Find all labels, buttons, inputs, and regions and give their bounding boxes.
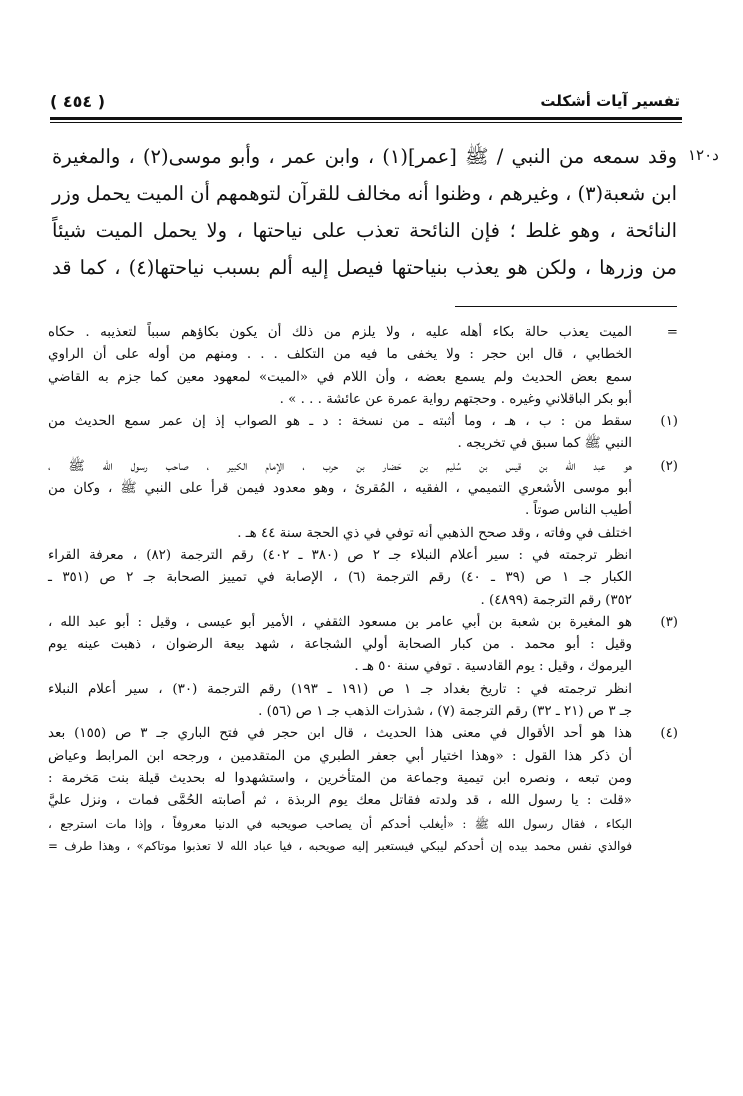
main-text-line: النائحة ، وهو غلط ؛ فإن النائحة تعذب على نياحتها ، ولا يحمل الميت شيئاً [52, 219, 677, 242]
running-header [50, 88, 680, 114]
footnote-line: اليرموك ، وقيل : يوم القادسية . توفي سنة ٥٠ هـ . [354, 659, 632, 675]
footnote-line: اختلف في وفاته ، وقد صحح الذهبي أنه توفي في ذي الحجة سنة ٤٤ هـ . [237, 525, 632, 541]
footnote-marker: (٢) [660, 458, 678, 474]
main-text-line: من وزرها ، ولكن هو يعذب بنياحتها فيصل إليه ألم بسبب نياحتها(٤) ، كما قد [52, 256, 677, 279]
footnote-line: البكاء ، فقال رسول الله ﷺ : «أيغلب أحدكم أن يصاحب صويحبه في الدنيا معروفاً ، وإذا مات استرجع ، [48, 816, 632, 831]
footnote-marker: (٤) [660, 726, 678, 742]
footnote-line: انظر ترجمته في : سير أعلام النبلاء جـ ٢ ص (٣٨٠ ـ ٤٠٢) رقم الترجمة (٨٢) ، معرفة القراء [48, 547, 632, 563]
footnote-marker: (٣) [660, 614, 678, 630]
footnote-separator [455, 306, 677, 307]
footnote-line: «قلت : يا رسول الله ، قد ولدته فقاتل معك يوم الربذة ، ثم أصابته الحُمَّى فمات ، ونزل عليَّ [48, 793, 632, 809]
footnote-line: جـ ٣ ص (٢١ ـ ٣٢) رقم الترجمة (٧) ، شذرات الذهب جـ ١ ص (٥٦) . [258, 704, 632, 720]
footnote-line: وقيل : أبو محمد . من كبار الصحابة أولي الشجاعة ، شهد بيعة الرضوان ، ذهبت عينه يوم [48, 637, 632, 653]
manuscript-margin-note: د١٢٠ [688, 146, 719, 164]
main-text-line: وقد سمعه من النبي / ﷺ [عمر](١) ، وابن عمر ، وأبو موسى(٢) ، والمغيرة [52, 145, 677, 168]
footnote-line: النبي ﷺ كما سبق في تخريجه . [457, 436, 632, 452]
footnote-line: هو عبد الله بن قيس بن سُليم بن حَضار بن حرب ، الإمام الكبير ، صاحب رسول الله ﷺ ، [48, 458, 632, 474]
footnote-line: أطيب الناس صوتاً . [525, 503, 632, 519]
header-rule-thick [50, 117, 682, 120]
footnote-line: أبو موسى الأشعري التميمي ، الفقيه ، المُقرئ ، وهو معدود فيمن قرأ على النبي ﷺ ، وكان من [48, 481, 632, 497]
main-text-line: ابن شعبة(٣) ، وغيرهم ، وظنوا أنه مخالف للقرآن لتوهمهم أن الميت يحمل وزر [52, 182, 677, 205]
footnote-line: أن ذكر هذا القول : «وهذا اختيار أبي جعفر الطبري من المتقدمين ، ورجحه ابن المرابط وعياض [48, 748, 632, 764]
footnote-line: سمع بعض الحديث ولم يسمع بعضه ، وأن اللام في «الميت» لمعهود معين كما جزم به القاضي [48, 369, 632, 385]
footnote-line: ٣٥٢) رقم الترجمة (٤٨٩٩) . [480, 592, 632, 608]
footnote-line: سقط من : ب ، هـ ، وما أثبته ـ من نسخة : د ـ هو الصواب إذ إن عمر سمع الحديث من [48, 414, 632, 430]
footnote-line: هو المغيرة بن شعبة بن أبي عامر بن مسعود الثقفي ، الأمير أبو عيسى ، وقيل : أبو عبد الله ، [48, 614, 632, 630]
footnote-2 [48, 456, 678, 612]
page-number: ( ٤٥٤ ) [50, 91, 106, 111]
book-title: تفسير آيات أشكلت [540, 92, 680, 110]
footnote-line: أبو بكر الباقلاني وغيره . وحجتهم رواية عمرة عن عائشة . . . » . [279, 391, 632, 407]
footnote-line: الميت يعذب حالة بكاء أهله عليه ، ولا يلزم من ذلك أن يكون بكاؤهم سبباً لتعذيبه . حكاه [48, 325, 632, 340]
footnote-continuation [48, 322, 678, 411]
main-text [52, 138, 677, 286]
header-rule-thin [50, 122, 682, 123]
footnote-3 [48, 612, 678, 723]
footnote-line: فوالذي نفس محمد بيده إن أحدكم ليبكي فيستعبر إليه صويحبه ، فيا عباد الله لا تعذبوا موتاكم» ، وهذا طرف = [48, 838, 632, 853]
footnote-line: انظر ترجمته في : تاريخ بغداد جـ ١ ص (١٩١ ـ ١٩٣) رقم الترجمة (٣٠) ، سير أعلام النبلاء [48, 681, 632, 697]
footnote-marker: = [666, 325, 678, 340]
footnote-line: الخطابي ، قال ابن حجر : ولا يخفى ما فيه من التكلف . . . ومنهم من أوله على أن الراوي [48, 347, 632, 363]
footnote-line: الكبار جـ ١ ص (٣٩ ـ ٤٠) رقم الترجمة (٦) ، الإصابة في تمييز الصحابة جـ ٢ ص (٣٥١ ـ [48, 570, 632, 586]
footnote-marker: (١) [660, 414, 678, 430]
footnote-line: هذا هو أحد الأقوال في معنى هذا الحديث ، قال ابن حجر في فتح الباري جـ ٣ ص (١٥٥) بعد [48, 726, 632, 742]
footnote-1 [48, 411, 678, 456]
footnote-4 [48, 723, 678, 857]
footnote-line: ومن تبعه ، ونصره ابن تيمية وجماعة من المتأخرين ، واستشهدوا له بحديث قيلة بنت مَخرمة : [48, 770, 632, 786]
footnotes [48, 322, 678, 857]
